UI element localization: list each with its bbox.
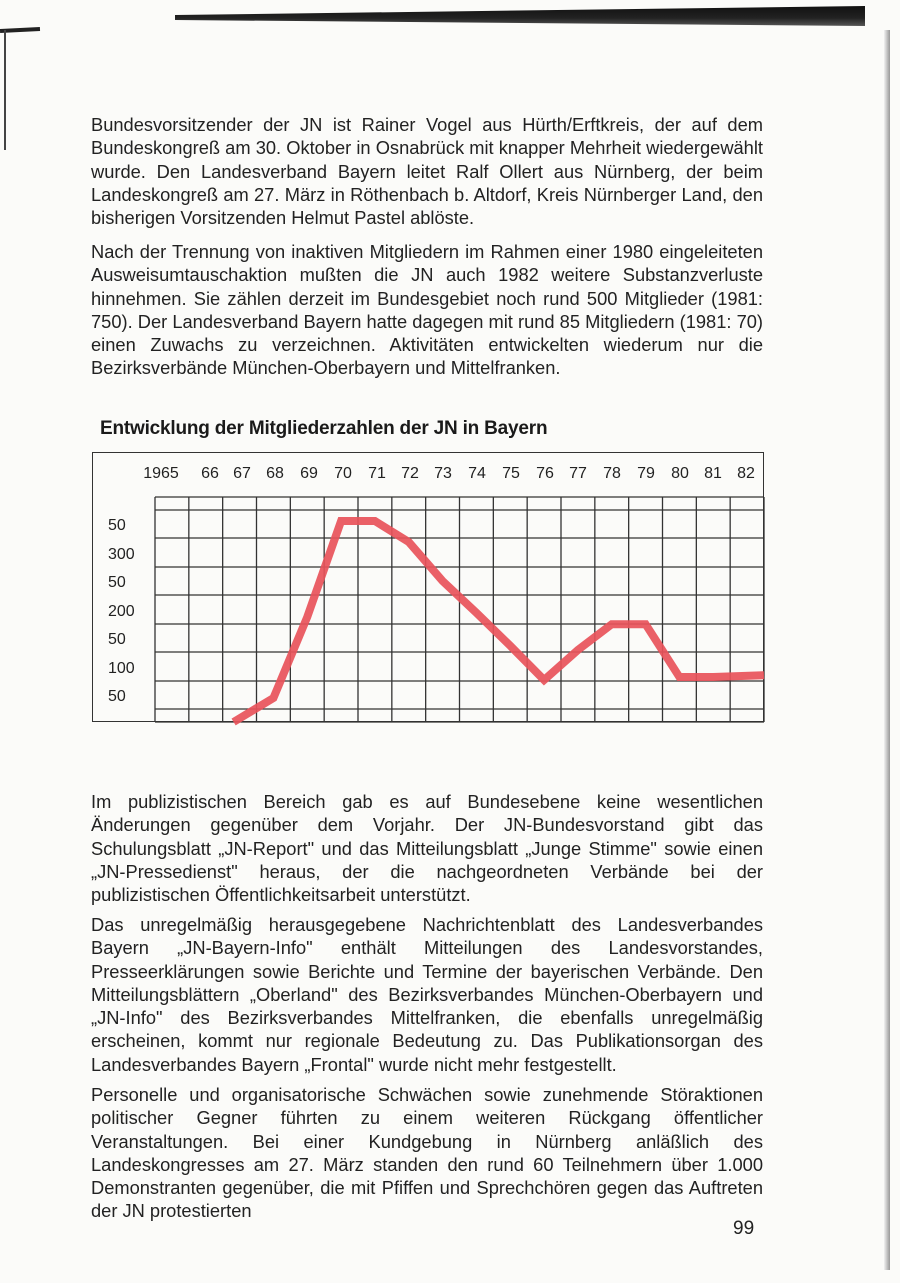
x-tick-label: 82 <box>737 465 755 482</box>
x-tick-label: 66 <box>201 465 219 482</box>
y-tick-label: 50 <box>108 517 126 534</box>
page-number: 99 <box>733 1218 755 1239</box>
x-tick-label: 72 <box>401 465 419 482</box>
paragraph-3: Im publizistischen Bereich gab es auf Bundesebene keine wesentlichen Änderungen gegenüber dem Vorjahr. Der JN-Bundesvorstand gibt das Schulungsblatt „JN-Report" und das Mitteilungsblatt „Junge Stimme" sowie einen „JN-Pressedienst" heraus, der die nachgeordneten Verbände bei der publizistischen Öffentlichkeitsarbeit unterstützt. <box>91 791 763 906</box>
x-tick-label: 81 <box>704 465 722 482</box>
x-tick-label: 79 <box>637 465 655 482</box>
y-tick-label: 50 <box>108 631 126 648</box>
y-tick-label: 300 <box>108 546 135 563</box>
chart-title: Entwicklung der Mitgliederzahlen der JN in Bayern <box>100 418 548 439</box>
x-tick-label: 74 <box>468 465 486 482</box>
paragraph-1: Bundesvorsitzender der JN ist Rainer Vogel aus Hürth/Erftkreis, der auf dem Bundeskongreß am 30. Oktober in Osnabrück mit knapper Mehrheit wiedergewählt wurde. Den Landesverband Bayern leitet Ralf Ollert aus Nürnberg, der beim Landeskongreß am 27. März in Röthenbach b. Altdorf, Kreis Nürnberger Land, den bisherigen Vorsitzenden Helmut Pastel ablöste. <box>91 114 763 229</box>
x-tick-label: 67 <box>233 465 251 482</box>
paragraph-4: Das unregelmäßig herausgegebene Nachrichtenblatt des Landesverbandes Bayern „JN-Bayern-Info" enthält Mitteilungen des Landesvorstandes, Presseerklärungen sowie Berichte und Termine der bayerischen Verbände. Den Mitteilungsblättern „Oberland" des Bezirksverbandes München-Oberbayern und „JN-Info" des Bezirksverbandes Mittelfranken, die ebenfalls unregelmäßig erscheinen, kommt nur regionale Bedeutung zu. Das Publikationsorgan des Landesverbandes Bayern „Frontal" wurde nicht mehr festgestellt. <box>91 914 763 1075</box>
x-tick-label: 71 <box>368 465 386 482</box>
y-tick-label: 200 <box>108 603 135 620</box>
x-tick-label: 78 <box>603 465 621 482</box>
x-tick-label: 69 <box>300 465 318 482</box>
x-tick-label: 68 <box>266 465 284 482</box>
x-tick-label: 75 <box>502 465 520 482</box>
series-line <box>234 521 764 722</box>
y-tick-label: 100 <box>108 660 135 677</box>
x-tick-label: 76 <box>536 465 554 482</box>
x-tick-label: 1965 <box>143 465 179 482</box>
x-tick-label: 70 <box>334 465 352 482</box>
y-tick-label: 50 <box>108 688 126 705</box>
paragraph-5: Personelle und organisatorische Schwächen sowie zunehmende Störaktionen politischer Gegner führten zu einem weiteren Rückgang öffentlicher Veranstaltungen. Bei einer Kundgebung in Nürnberg anläßlich des Landeskongresses am 27. März standen den rund 60 Teilnehmern über 1.000 Demonstranten gegenüber, die mit Pfiffen und Sprechchören gegen das Auftreten der JN protestierten <box>91 1084 763 1222</box>
y-tick-label: 50 <box>108 574 126 591</box>
x-tick-label: 77 <box>569 465 587 482</box>
x-tick-label: 73 <box>434 465 452 482</box>
paragraph-2: Nach der Trennung von inaktiven Mitgliedern im Rahmen einer 1980 eingeleiteten Ausweisumtauschaktion mußten die JN auch 1982 weitere Substanzverluste hinnehmen. Sie zählen derzeit im Bundesgebiet noch rund 500 Mitglieder (1981: 750). Der Landesverband Bayern hatte dagegen mit rund 85 Mitgliedern (1981: 70) einen Zuwachs zu verzeichnen. Aktivitäten entwickelten wiederum nur die Bezirksverbände München-Oberbayern und Mittelfranken. <box>91 241 763 379</box>
x-tick-label: 80 <box>671 465 689 482</box>
